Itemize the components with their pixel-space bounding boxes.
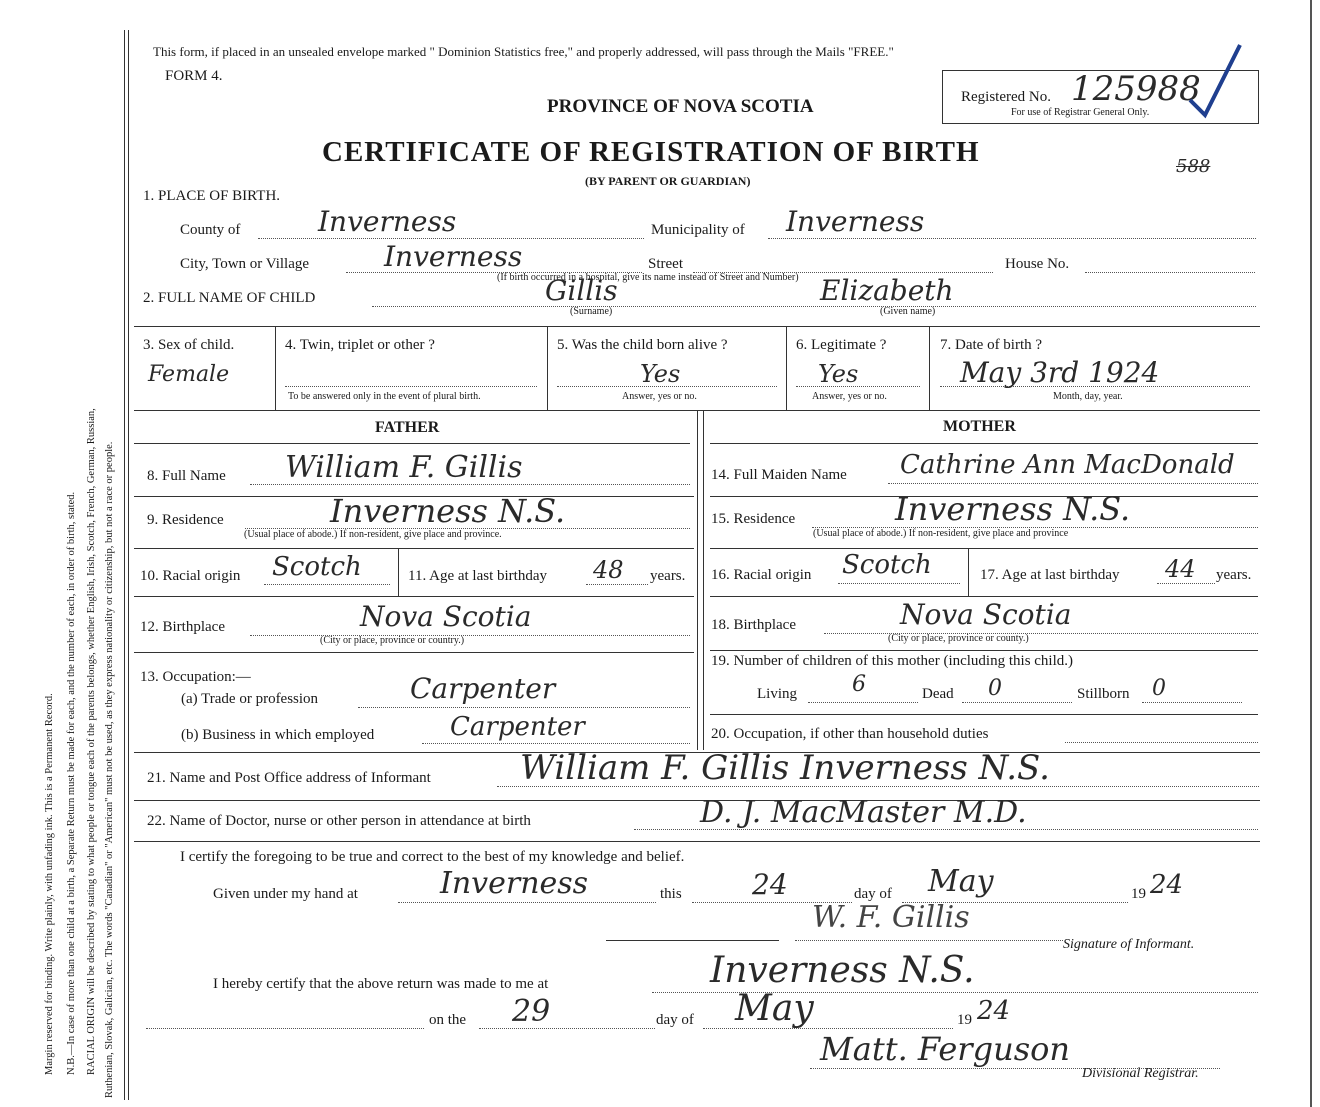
mother-birthplace-value: Nova Scotia [900, 598, 1072, 631]
registrar-year-value: 24 [977, 996, 1011, 1026]
mother-racial-divider [968, 548, 969, 596]
father-racial-value: Scotch [272, 552, 362, 582]
mother-heading-rule [710, 443, 1258, 444]
county-line [258, 238, 644, 239]
registrar-lead-line [146, 1028, 424, 1029]
dob-note: Month, day, year. [1053, 391, 1123, 402]
dead-value: 0 [988, 676, 1002, 701]
child-name-line [372, 306, 1256, 307]
registrar-day-value: 29 [512, 994, 551, 1029]
dead-line [962, 702, 1072, 703]
house-label: House No. [1005, 256, 1070, 272]
col-divider-3 [786, 326, 787, 410]
father-age-line [586, 584, 648, 585]
informant-signature-caption: Signature of Informant. [1063, 937, 1195, 952]
registrar-day-of-label: day of [656, 1012, 694, 1028]
child-given-name: Elizabeth [820, 274, 954, 307]
registered-label: Registered No. [961, 89, 1051, 105]
dob-label: 7. Date of birth ? [940, 337, 1043, 353]
informant-signature-line [795, 940, 1063, 941]
informant-signature: W. F. Gillis [812, 900, 970, 935]
father-trade-label: (a) Trade or profession [181, 691, 319, 707]
children-count-label: 19. Number of children of this mother (including this child.) [711, 653, 1074, 669]
father-name-value: William F. Gillis [285, 450, 523, 485]
margin-note-racial-origin: RACIAL ORIGIN will be described by stating to what people or tongue each of the parents belongs, whether English, Irish, Scotch, French, German, Russian, [86, 408, 97, 1075]
stillborn-label: Stillborn [1077, 686, 1130, 702]
doctor-value: D. J. MacMaster M.D. [700, 795, 1027, 830]
alive-note: Answer, yes or no. [622, 391, 697, 402]
given-day-value: 24 [752, 868, 788, 901]
given-this-label: this [660, 886, 682, 902]
informant-label: 21. Name and Post Office address of Informant [147, 770, 431, 786]
mother-name-line [888, 483, 1258, 484]
father-business-label: (b) Business in which employed [181, 727, 375, 743]
legitimate-value: Yes [818, 360, 859, 388]
given-place-value: Inverness [440, 866, 589, 901]
legitimate-label: 6. Legitimate ? [796, 337, 887, 353]
living-value: 6 [852, 672, 866, 697]
father-age-value: 48 [593, 556, 624, 584]
col-divider-2 [547, 326, 548, 410]
sex-label: 3. Sex of child. [143, 337, 235, 353]
mother-occupation-label: 20. Occupation, if other than household duties [711, 726, 989, 742]
mother-rule-5 [710, 714, 1258, 715]
father-rule-3 [134, 596, 694, 597]
given-place-line [398, 902, 656, 903]
county-value: Inverness [318, 205, 457, 238]
parents-divider [697, 410, 698, 750]
registrar-day-line [479, 1028, 655, 1029]
registrar-signature: Matt. Ferguson [820, 1030, 1070, 1068]
given-year-value: 24 [1150, 870, 1184, 900]
stillborn-value: 0 [1152, 676, 1166, 701]
place-of-birth-label: 1. PLACE OF BIRTH. [143, 188, 281, 204]
father-birthplace-label: 12. Birthplace [140, 619, 225, 635]
mother-rule-3 [710, 596, 1258, 597]
mother-residence-label: 15. Residence [711, 511, 796, 527]
mother-rule-2 [710, 548, 1258, 549]
mother-occupation-line [1065, 742, 1258, 743]
mother-racial-line [838, 583, 960, 584]
informant-rule [134, 800, 1260, 801]
father-residence-note: (Usual place of abode.) If non-resident, give place and province. [244, 529, 502, 540]
dead-label: Dead [922, 686, 954, 702]
registrar-check-mark [1185, 40, 1245, 120]
father-residence-label: 9. Residence [147, 512, 224, 528]
doctor-rule [134, 841, 1260, 842]
father-birthplace-value: Nova Scotia [360, 600, 532, 633]
given-day-of-label: day of [854, 886, 892, 902]
registrar-place-value: Inverness N.S. [710, 950, 975, 991]
mother-racial-value: Scotch [842, 550, 932, 580]
father-business-line [422, 743, 690, 744]
mother-age-value: 44 [1165, 555, 1196, 583]
hospital-note: (If birth occurred in a hospital, give its name instead of Street and Number) [497, 272, 799, 283]
certificate-title: CERTIFICATE OF REGISTRATION OF BIRTH [322, 136, 980, 168]
margin-note-binding: Margin reserved for binding. Write plainly, with unfading ink. This is a Permanent Record. [44, 693, 55, 1075]
mother-racial-label: 16. Racial origin [711, 567, 812, 583]
registrar-month-value: May [735, 988, 814, 1029]
sex-value: Female [148, 362, 230, 387]
postal-notice: This form, if placed in an unsealed envelope marked " Dominion Statistics free," and properly addressed, will pass through the Mails "FREE." [153, 44, 894, 59]
given-caption: (Given name) [880, 306, 936, 317]
father-birthplace-line [250, 635, 690, 636]
father-racial-label: 10. Racial origin [140, 568, 241, 584]
city-value: Inverness [384, 240, 523, 273]
mother-name-label: 14. Full Maiden Name [711, 467, 847, 483]
father-age-label: 11. Age at last birthday [408, 568, 547, 584]
signature-rule-left [606, 940, 779, 941]
alive-label: 5. Was the child born alive ? [557, 337, 728, 353]
street-label: Street [648, 256, 683, 272]
father-name-label: 8. Full Name [147, 468, 226, 484]
municipality-label: Municipality of [651, 222, 745, 238]
living-label: Living [757, 686, 797, 702]
father-heading: FATHER [375, 419, 440, 436]
father-trade-value: Carpenter [410, 672, 556, 705]
twin-line [285, 386, 537, 387]
doctor-label: 22. Name of Doctor, nurse or other person in attendance at birth [147, 813, 531, 829]
legitimate-note: Answer, yes or no. [812, 391, 887, 402]
child-surname: Gillis [545, 274, 618, 307]
father-business-value: Carpenter [450, 712, 585, 742]
twin-label: 4. Twin, triplet or other ? [285, 337, 435, 353]
registrar-on-the-label: on the [429, 1012, 467, 1028]
mother-heading: MOTHER [943, 418, 1016, 435]
mother-age-line [1157, 583, 1215, 584]
informant-value: William F. Gillis Inverness N.S. [520, 748, 1050, 788]
province-heading: PROVINCE OF NOVA SCOTIA [547, 96, 814, 117]
registered-number: 125988 [1071, 69, 1201, 109]
mother-rule-4 [710, 650, 1258, 651]
city-label: City, Town or Village [180, 256, 310, 272]
form-number: FORM 4. [165, 68, 223, 84]
row-rule-top [134, 326, 1260, 327]
dob-value: May 3rd 1924 [960, 356, 1160, 389]
right-edge-rule [1310, 0, 1312, 1107]
parents-divider-2 [703, 410, 704, 750]
mother-birthplace-note: (City or place, province or county.) [888, 633, 1029, 644]
father-residence-value: Inverness N.S. [330, 492, 566, 530]
father-racial-divider [398, 548, 399, 596]
mother-birthplace-label: 18. Birthplace [711, 617, 796, 633]
municipality-value: Inverness [786, 205, 925, 238]
given-month-value: May [928, 864, 994, 899]
father-rule-4 [134, 652, 694, 653]
certify-statement: I certify the foregoing to be true and correct to the best of my knowledge and belief. [180, 849, 685, 865]
father-years-label: years. [650, 568, 686, 584]
stillborn-line [1142, 702, 1242, 703]
registrar-use-note: For use of Registrar General Only. [1011, 107, 1150, 118]
father-rule-2 [134, 548, 694, 549]
county-label: County of [180, 222, 241, 238]
father-heading-rule [134, 443, 690, 444]
living-line [808, 702, 918, 703]
municipality-line [768, 238, 1256, 239]
mother-residence-value: Inverness N.S. [895, 490, 1131, 528]
corner-note: 588 [1176, 156, 1211, 177]
registrar-year-prefix: 19 [957, 1012, 972, 1028]
margin-binding-rule [124, 30, 125, 1100]
mother-age-label: 17. Age at last birthday [980, 567, 1120, 583]
col-divider-4 [929, 326, 930, 410]
father-racial-line [264, 584, 390, 585]
mother-residence-note: (Usual place of abode.) If non-resident, give place and province [813, 528, 1069, 539]
margin-note-plural-birth: N.B.—In case of more than one child at a birth, a Separate Return must be made for each, and the number of each, in order of birth, stated. [66, 491, 77, 1075]
given-year-prefix: 19 [1131, 886, 1146, 902]
margin-binding-rule-2 [128, 30, 129, 1100]
father-occupation-label: 13. Occupation:— [140, 669, 251, 685]
father-birthplace-note: (City or place, province or country.) [320, 635, 465, 646]
registrar-statement: I hereby certify that the above return was made to me at [213, 976, 549, 992]
mother-years-label: years. [1216, 567, 1252, 583]
certificate-subtitle: (BY PARENT OR GUARDIAN) [585, 174, 751, 188]
given-under-label: Given under my hand at [213, 886, 358, 902]
surname-caption: (Surname) [570, 306, 613, 317]
mother-name-value: Cathrine Ann MacDonald [900, 450, 1235, 480]
child-name-label: 2. FULL NAME OF CHILD [143, 290, 316, 306]
father-trade-line [358, 707, 690, 708]
alive-value: Yes [640, 360, 681, 388]
divisional-registrar-caption: Divisional Registrar. [1082, 1066, 1199, 1081]
twin-note: To be answered only in the event of plural birth. [288, 391, 481, 402]
col-divider-1 [275, 326, 276, 410]
margin-note-racial-origin-2: Ruthenian, Slovak, Galician, etc. The words "Canadian" or "American" must not be used, as they express nationality or citizenship, but not a race or people. [104, 441, 115, 1098]
house-line [1085, 272, 1255, 273]
